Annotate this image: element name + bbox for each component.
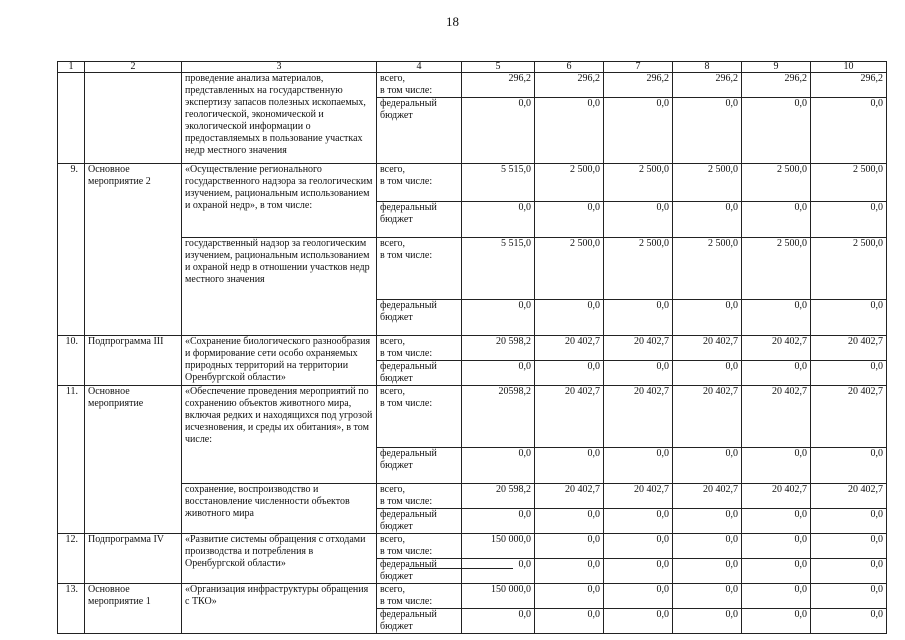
amount-cell: 0,0 [811,361,887,386]
amount-cell: 150 000,0 [462,534,535,559]
amount-cell: 0,0 [811,448,887,484]
activity-description: «Развитие системы обращения с отходами производства и потребления в Оренбургской области» [182,534,377,584]
amount-cell: 0,0 [673,534,742,559]
amount-cell: 0,0 [604,534,673,559]
amount-cell: 0,0 [535,300,604,336]
amount-cell: 0,0 [742,202,811,238]
amount-cell: 0,0 [811,509,887,534]
total-row [58,534,887,559]
amount-cell: 20598,2 [462,386,535,448]
amount-cell: 296,2 [673,73,742,98]
amount-cell: 20 402,7 [604,336,673,361]
fund-source-total: всего, в том числе: [377,484,462,509]
amount-cell: 0,0 [604,559,673,584]
amount-cell: 0,0 [673,202,742,238]
amount-cell: 0,0 [462,202,535,238]
activity-description: «Осуществление регионального государственного надзора за геологическим изучением, рациональным использованием и охраной недр», в том числе: [182,164,377,238]
amount-cell: 0,0 [604,509,673,534]
column-header: 4 [377,62,462,73]
program-type: Основное мероприятие [85,386,182,534]
amount-cell: 20 402,7 [604,386,673,448]
amount-cell: 0,0 [742,300,811,336]
amount-cell: 0,0 [462,448,535,484]
amount-cell: 0,0 [604,584,673,609]
fund-source-total: всего, в том числе: [377,534,462,559]
amount-cell: 296,2 [535,73,604,98]
amount-cell: 0,0 [811,609,887,634]
amount-cell: 20 402,7 [673,484,742,509]
amount-cell: 20 402,7 [535,336,604,361]
amount-cell: 0,0 [535,609,604,634]
row-number: 13. [58,584,85,634]
total-row [58,484,887,509]
amount-cell: 0,0 [742,559,811,584]
column-header: 3 [182,62,377,73]
amount-cell: 2 500,0 [742,238,811,300]
amount-cell: 20 402,7 [535,484,604,509]
row-number: 9. [58,164,85,336]
amount-cell: 0,0 [535,98,604,164]
amount-cell: 2 500,0 [811,238,887,300]
fund-source-federal: федеральный бюджет [377,361,462,386]
amount-cell: 0,0 [811,584,887,609]
column-header: 2 [85,62,182,73]
amount-cell: 0,0 [462,98,535,164]
amount-cell: 0,0 [673,584,742,609]
column-number-header-row [58,62,887,73]
amount-cell: 0,0 [462,559,535,584]
amount-cell: 0,0 [604,300,673,336]
total-row [58,584,887,609]
activity-description: «Организация инфраструктуры обращения с ТКО» [182,584,377,634]
amount-cell: 0,0 [673,361,742,386]
column-header: 7 [604,62,673,73]
amount-cell: 20 402,7 [811,484,887,509]
amount-cell: 0,0 [535,584,604,609]
amount-cell: 2 500,0 [673,164,742,202]
amount-cell: 0,0 [673,559,742,584]
amount-cell: 0,0 [673,509,742,534]
amount-cell: 0,0 [811,202,887,238]
row-number: 10. [58,336,85,386]
program-budget-table [57,61,887,634]
page-number: 18 [446,14,459,29]
column-header: 8 [673,62,742,73]
fund-source-federal: федеральный бюджет [377,202,462,238]
amount-cell: 0,0 [604,609,673,634]
amount-cell: 0,0 [535,534,604,559]
fund-source-total: всего, в том числе: [377,584,462,609]
amount-cell: 5 515,0 [462,238,535,300]
amount-cell: 2 500,0 [604,164,673,202]
amount-cell: 0,0 [811,534,887,559]
row-number: 11. [58,386,85,534]
amount-cell: 20 598,2 [462,336,535,361]
amount-cell: 20 402,7 [604,484,673,509]
activity-description: государственный надзор за геологическим изучением, рациональным использованием и охраной недр в отношении участков недр местного значения [182,238,377,336]
fund-source-federal: федеральный бюджет [377,559,462,584]
total-row [58,386,887,448]
fund-source-federal: федеральный бюджет [377,609,462,634]
amount-cell: 0,0 [811,300,887,336]
program-type: Основное мероприятие 2 [85,164,182,336]
amount-cell: 0,0 [673,98,742,164]
fund-source-federal: федеральный бюджет [377,509,462,534]
fund-source-total: всего, в том числе: [377,238,462,300]
table-body [58,62,887,634]
amount-cell: 5 515,0 [462,164,535,202]
bottom-separator-line [409,568,513,569]
row-number [58,73,85,164]
program-type [85,73,182,164]
amount-cell: 0,0 [742,448,811,484]
amount-cell: 0,0 [742,609,811,634]
total-row [58,336,887,361]
amount-cell: 2 500,0 [535,238,604,300]
amount-cell: 0,0 [742,509,811,534]
program-type: Подпрограмма IV [85,534,182,584]
activity-description: сохранение, воспроизводство и восстановление численности объектов животного мира [182,484,377,534]
fund-source-federal: федеральный бюджет [377,98,462,164]
fund-source-federal: федеральный бюджет [377,448,462,484]
amount-cell: 0,0 [462,509,535,534]
amount-cell: 296,2 [742,73,811,98]
amount-cell: 0,0 [673,300,742,336]
amount-cell: 0,0 [811,98,887,164]
program-type: Подпрограмма III [85,336,182,386]
amount-cell: 0,0 [462,361,535,386]
amount-cell: 0,0 [811,559,887,584]
amount-cell: 0,0 [742,534,811,559]
fund-source-total: всего, в том числе: [377,336,462,361]
amount-cell: 2 500,0 [673,238,742,300]
amount-cell: 0,0 [462,609,535,634]
activity-description: проведение анализа материалов, представленных на государственную экспертизу запасов полезных ископаемых, геологической, экономической и экологической информации о предоставляемых в пользование участках недр местного значения [182,73,377,164]
amount-cell: 2 500,0 [742,164,811,202]
total-row [58,164,887,202]
amount-cell: 0,0 [742,98,811,164]
amount-cell: 20 402,7 [673,386,742,448]
total-row [58,238,887,300]
amount-cell: 20 402,7 [535,386,604,448]
amount-cell: 0,0 [535,202,604,238]
column-header: 9 [742,62,811,73]
fund-source-total: всего, в том числе: [377,386,462,448]
column-header: 10 [811,62,887,73]
amount-cell: 0,0 [604,98,673,164]
amount-cell: 0,0 [673,448,742,484]
amount-cell: 0,0 [535,361,604,386]
amount-cell: 0,0 [462,300,535,336]
amount-cell: 2 500,0 [604,238,673,300]
amount-cell: 2 500,0 [811,164,887,202]
amount-cell: 0,0 [742,584,811,609]
amount-cell: 0,0 [604,202,673,238]
amount-cell: 20 402,7 [742,336,811,361]
amount-cell: 0,0 [604,448,673,484]
amount-cell: 0,0 [535,509,604,534]
amount-cell: 0,0 [604,361,673,386]
amount-cell: 20 402,7 [673,336,742,361]
row-number: 12. [58,534,85,584]
amount-cell: 296,2 [462,73,535,98]
amount-cell: 2 500,0 [535,164,604,202]
amount-cell: 150 000,0 [462,584,535,609]
amount-cell: 0,0 [535,448,604,484]
amount-cell: 296,2 [604,73,673,98]
amount-cell: 20 598,2 [462,484,535,509]
amount-cell: 0,0 [742,361,811,386]
amount-cell: 0,0 [673,609,742,634]
column-header: 5 [462,62,535,73]
activity-description: «Обеспечение проведения мероприятий по сохранению объектов животного мира, включая редких и находящихся под угрозой исчезновения, и среды их обитания», в том числе: [182,386,377,484]
column-header: 1 [58,62,85,73]
amount-cell: 20 402,7 [811,386,887,448]
fund-source-total: всего, в том числе: [377,164,462,202]
fund-source-federal: федеральный бюджет [377,300,462,336]
fund-source-total: всего, в том числе: [377,73,462,98]
program-type: Основное мероприятие 1 [85,584,182,634]
activity-description: «Сохранение биологического разнообразия и формирование сети особо охраняемых природных территорий на территории Оренбургской области» [182,336,377,386]
amount-cell: 20 402,7 [811,336,887,361]
amount-cell: 296,2 [811,73,887,98]
column-header: 6 [535,62,604,73]
total-row [58,73,887,98]
amount-cell: 20 402,7 [742,484,811,509]
amount-cell: 0,0 [535,559,604,584]
amount-cell: 20 402,7 [742,386,811,448]
